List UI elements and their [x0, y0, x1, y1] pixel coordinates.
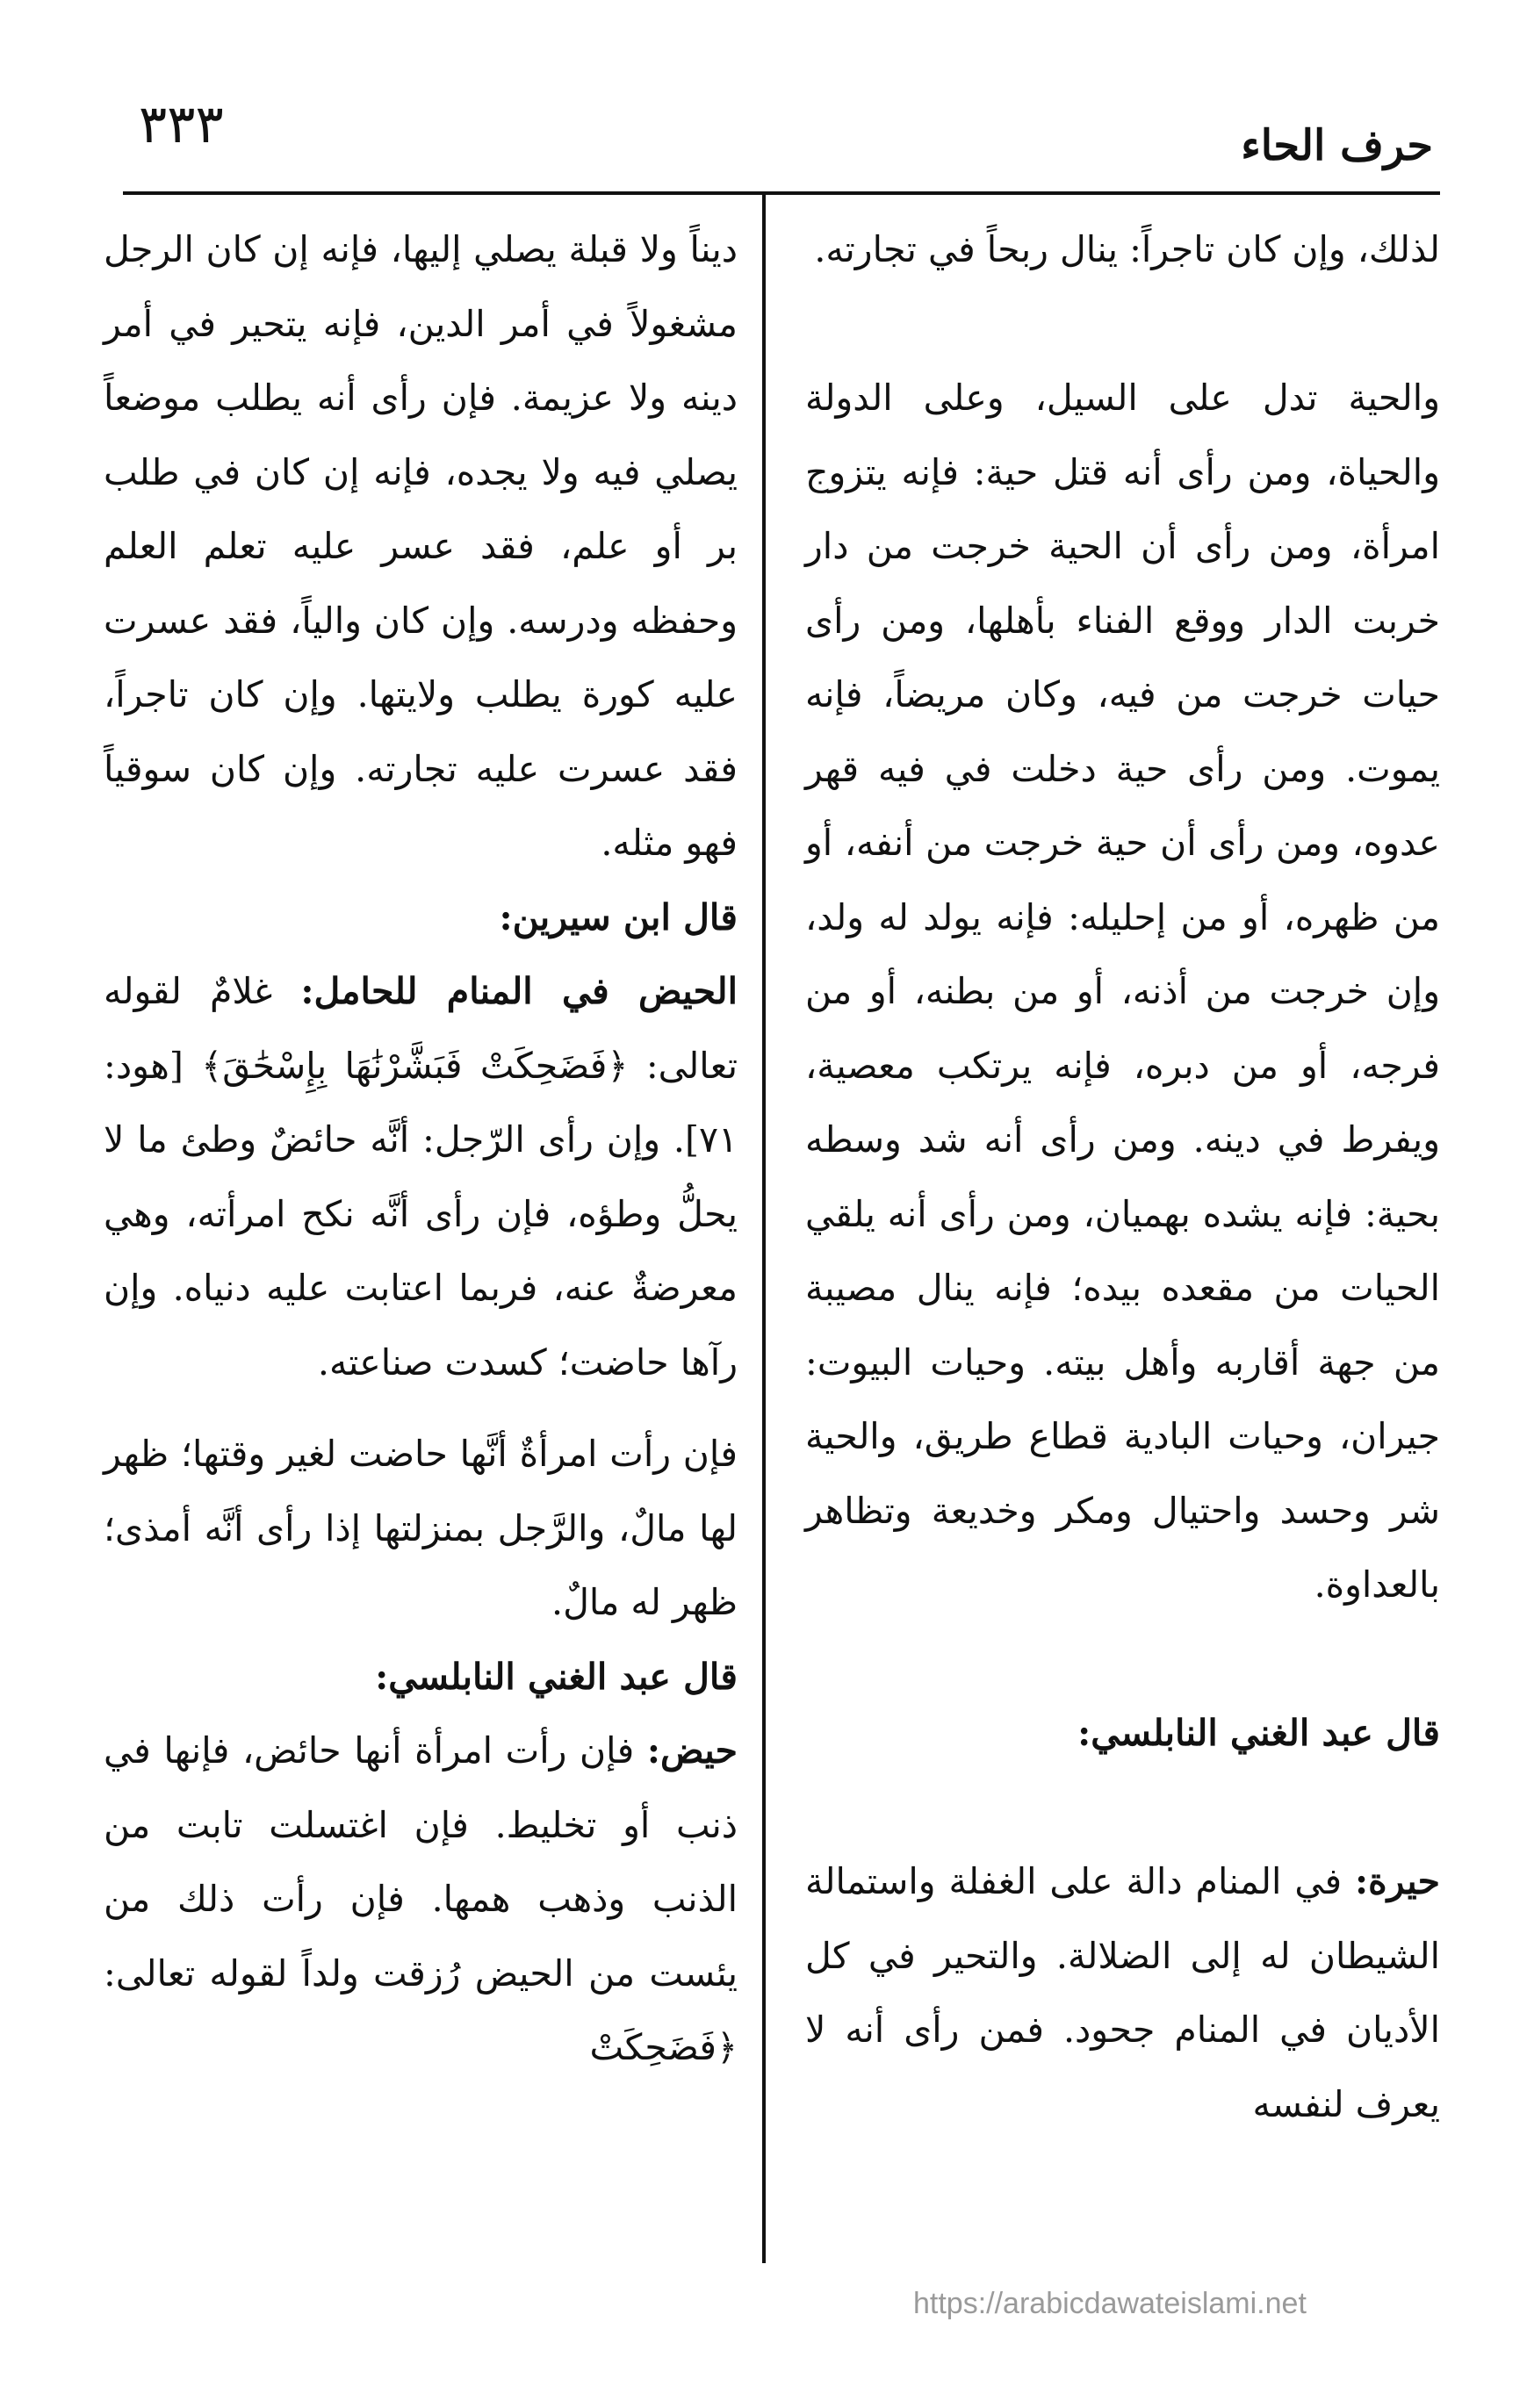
left-paragraph-2: [104, 954, 738, 1399]
chapter-title: حرف الحاء: [1241, 121, 1433, 170]
right-column: [805, 212, 1440, 2141]
page-number: ٣٣٣: [139, 94, 224, 155]
left-section-heading-1: قال ابن سيرين:: [499, 895, 738, 938]
right-paragraph-1: لذلك، وإن كان تاجراً: ينال ربحاً في تجارته.: [814, 228, 1440, 270]
entry-term-hayd-hamil: الحيض في المنام للحامل:: [300, 970, 738, 1012]
left-section-heading-2: قال عبد الغني النابلسي:: [375, 1655, 738, 1698]
entry-text-a: غلامٌ لقوله تعالى:: [104, 970, 738, 1087]
entry-text-b: [هود: ٧١]. وإن رأى الرّجل: أنَّه حائضٌ وطئ ما لا يحلُّ وطؤه، فإن رأى أنَّه نكح امرأته، وهي معرضةٌ عنه، فربما اعتابت عليه دنياه. وإن رآها حاضت؛ كسدت صناعته.: [104, 1044, 738, 1384]
quran-verse-start: ﴿فَضَحِكَتْ: [589, 2026, 738, 2068]
right-section-heading: قال عبد الغني النابلسي:: [1077, 1712, 1440, 1754]
watermark-url: https://arabicdawateislami.net: [913, 2287, 1307, 2320]
left-column: [104, 212, 738, 2085]
left-paragraph-4: [104, 1714, 738, 2085]
header-rule: [123, 191, 1440, 195]
entry-text-hayra: في المنام دالة على الغفلة واستمالة الشيطان له إلى الضلالة. والتحير في كل الأديان في المنام جحود. فمن رأى أنه لا يعرف لنفسه: [805, 1860, 1440, 2125]
left-paragraph-3: فإن رأت امرأةٌ أنَّها حاضت لغير وقتها؛ ظهر لها مالٌ، والرَّجل بمنزلتها إذا رأى أنَّه أمذى؛ ظهر له مالٌ.: [104, 1433, 738, 1623]
entry-text-hayd: فإن رأت امرأة أنها حائض، فإنها في ذنب أو تخليط. فإن اغتسلت تابت من الذنب وذهب همها. فإن رأت ذلك من يئست من الحيض رُزقت ولداً لقوله تعالى:: [104, 1729, 738, 1995]
right-paragraph-2: والحية تدل على السيل، وعلى الدولة والحياة، ومن رأى أنه قتل حية: فإنه يتزوج امرأة، ومن رأى أن الحية خرجت من دار خربت الدار ووقع الفناء بأهلها، ومن رأى حيات خرجت من فيه، وكان مريضاً، فإنه يموت. ومن رأى حية دخلت في فيه قهر عدوه، ومن رأى أن حية خرجت من أنفه، أو من ظهره، أو من إحليله: فإنه يولد له ولد، وإن خرجت من أذنه، أو من بطنه، أو من فرجه، أو من دبره، فإنه يرتكب معصية، ويفرط في دينه. ومن رأى أنه شد وسطه بحية: فإنه يشده بهميان، ومن رأى أنه يلقي الحيات من مقعده بيده؛ فإنه ينال مصيبة من جهة أقاربه وأهل بيته. وحيات البيوت: جيران، وحيات البادية قطاع طريق، والحية شر وحسد واحتيال ومكر وخديعة وتظاهر بالعداوة.: [805, 377, 1440, 1606]
column-divider: [762, 191, 766, 2263]
right-paragraph-3: [805, 1844, 1440, 2141]
entry-term-hayd: حيض:: [646, 1729, 738, 1772]
entry-term-hayra: حيرة:: [1355, 1860, 1440, 1902]
left-paragraph-1: ديناً ولا قبلة يصلي إليها، فإنه إن كان الرجل مشغولاً في أمر الدين، فإنه يتحير في أمر دينه ولا عزيمة. فإن رأى أنه يطلب موضعاً يصلي فيه ولا يجده، فإنه إن كان في طلب بر أو علم، فقد عسر عليه تعلم العلم وحفظه ودرسه. وإن كان والياً، فقد عسرت عليه كورة يطلب ولايتها. وإن كان تاجراً، فقد عسرت عليه تجارته. وإن كان سوقياً فهو مثله.: [104, 228, 738, 864]
quran-verse: ﴿فَضَحِكَتْ فَبَشَّرْنَٰهَا بِإِسْحَٰقَ﴾: [201, 1044, 629, 1087]
